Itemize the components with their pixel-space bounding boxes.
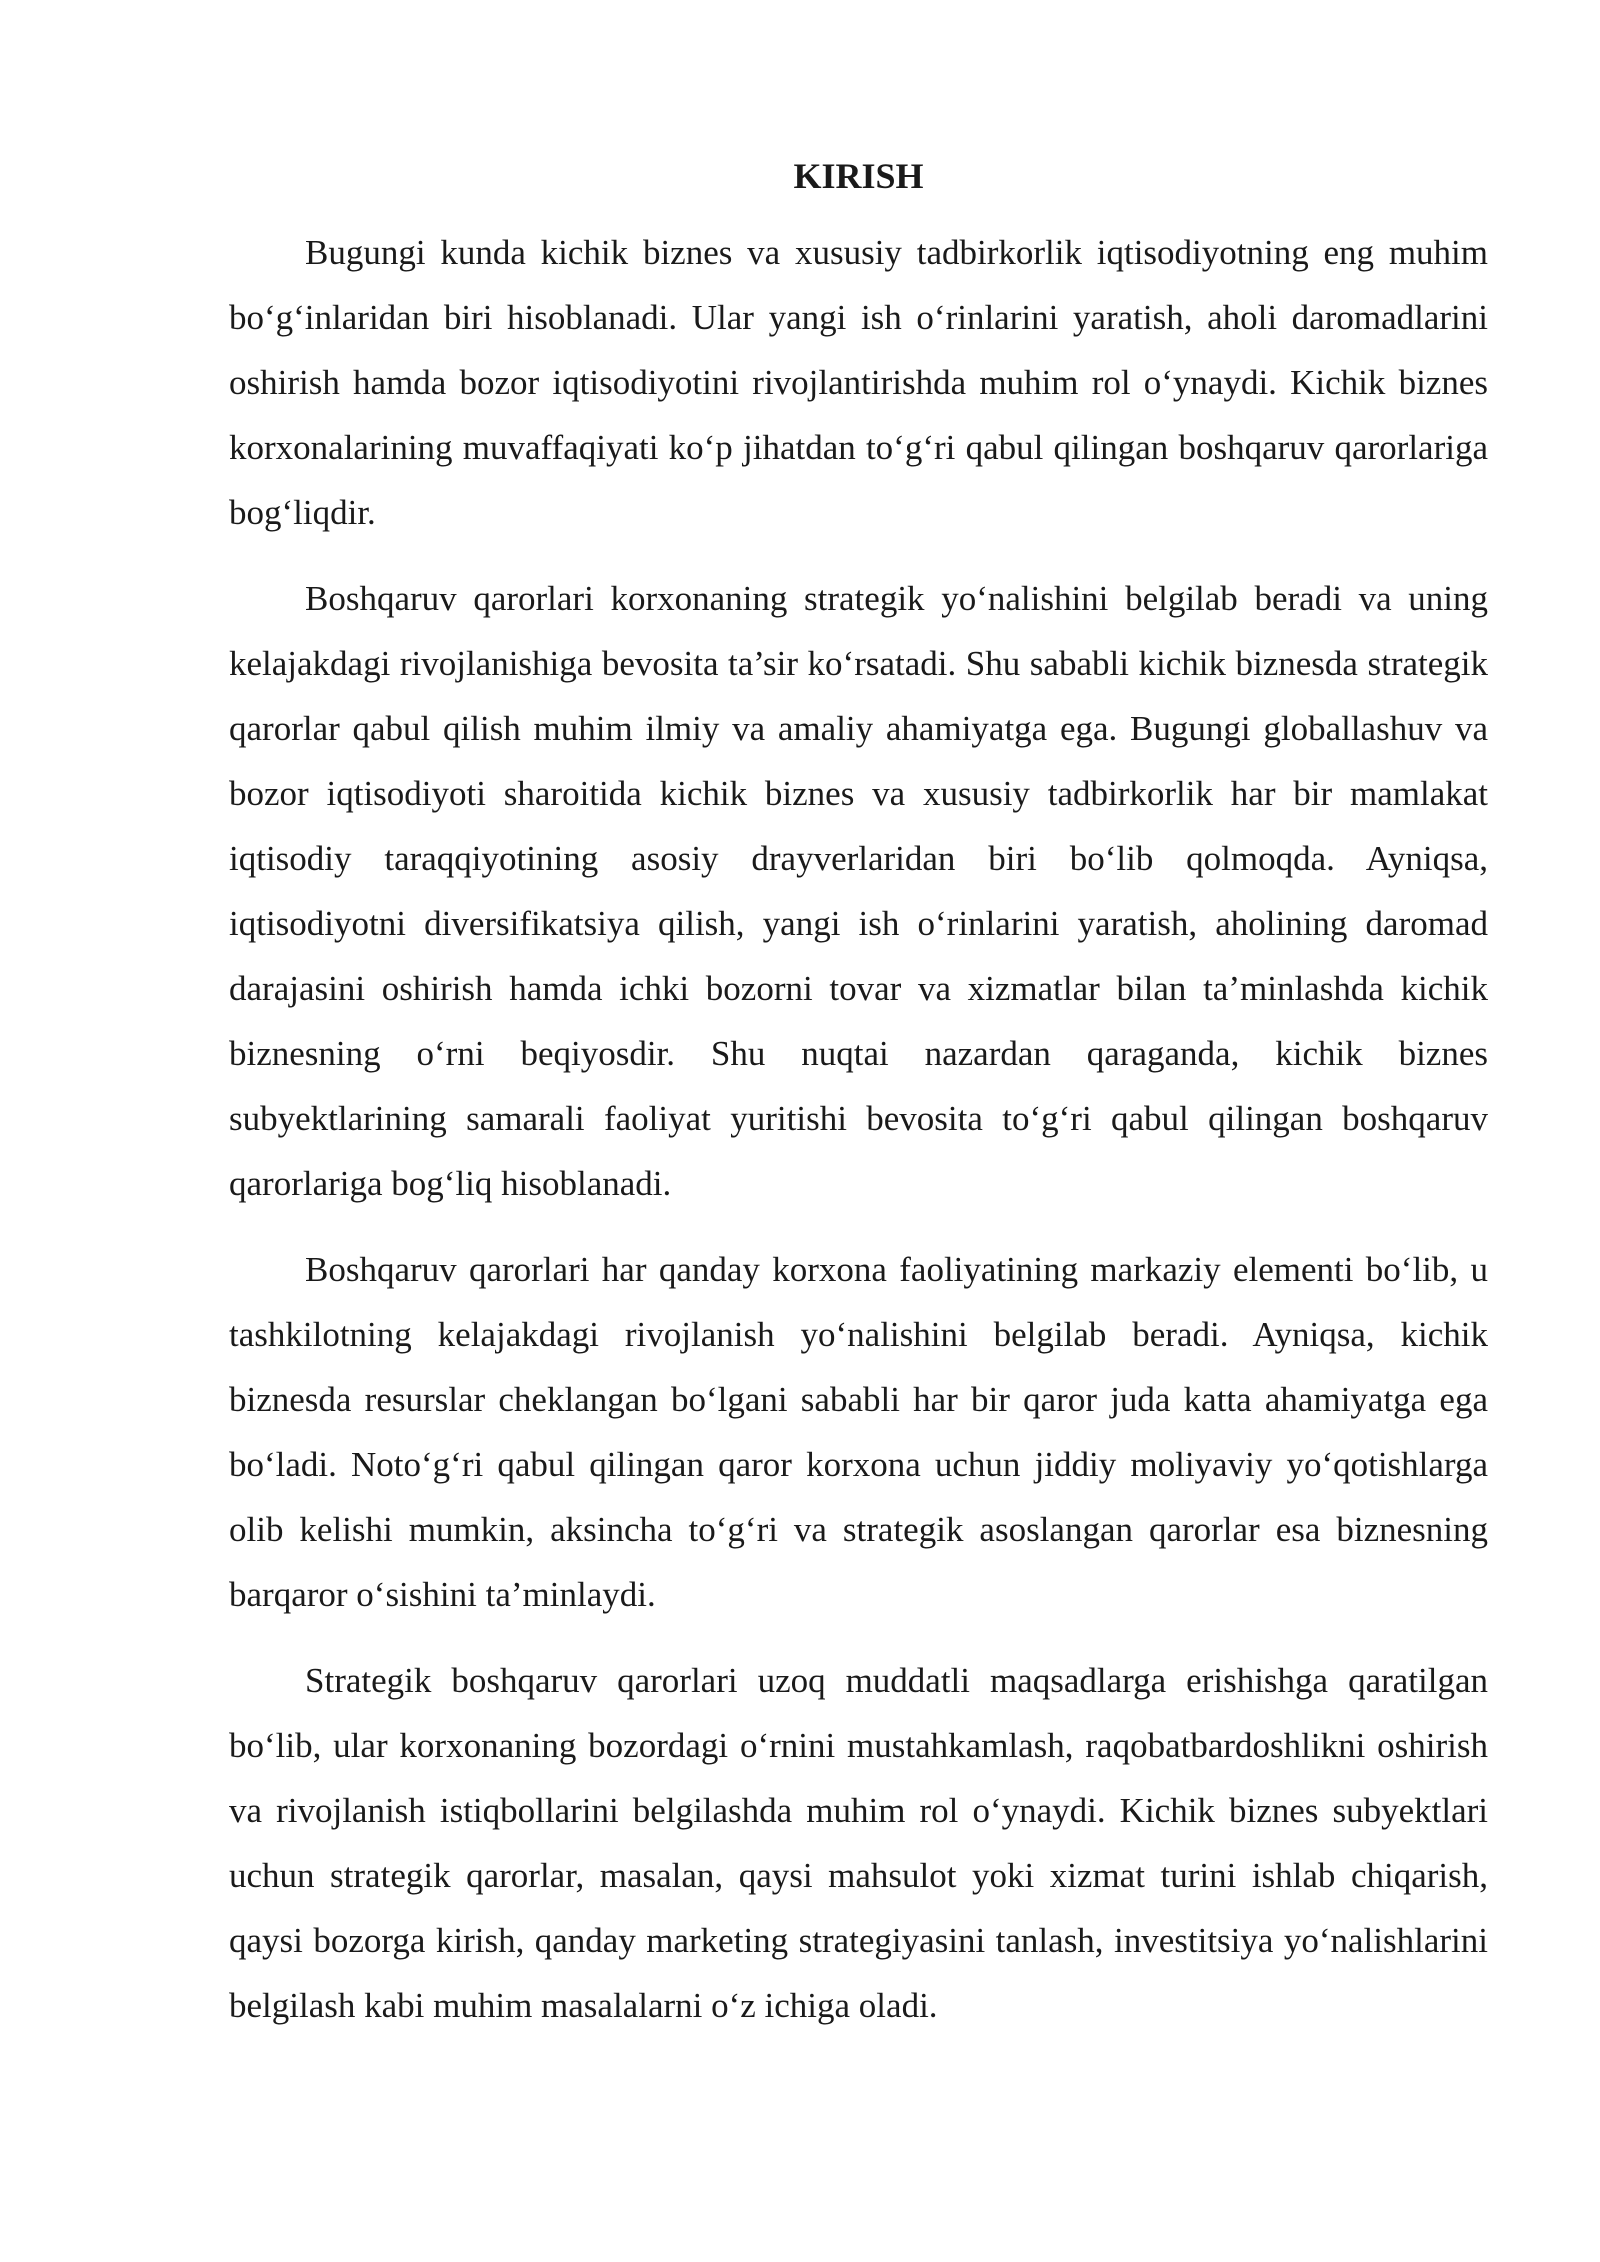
paragraph-3: Boshqaruv qarorlari har qanday korxona faoliyatining markaziy elementi bo‘lib, u tashkilotning kelajakdagi rivojlanish yo‘nalishini belgilab beradi. Ayniqsa, kichik biznesda resurslar cheklangan bo‘lgani sababli har bir qaror juda katta ahamiyatga ega bo‘ladi. Noto‘g‘ri qabul qilingan qaror korxona uchun jiddiy moliyaviy yo‘qotishlarga olib kelishi mumkin, aksincha to‘g‘ri va strategik asoslangan qarorlar esa biznesning barqaror o‘sishini ta’minlaydi. xyxy=(229,1250,1488,1614)
document-title: KIRISH xyxy=(793,156,924,196)
paragraph-4: Strategik boshqaruv qarorlari uzoq muddatli maqsadlarga erishishga qaratilgan bo‘lib, ular korxonaning bozordagi o‘rnini mustahkamlash, raqobatbardoshlikni oshirish va rivojlanish istiqbollarini belgilashda muhim rol o‘ynaydi. Kichik biznes subyektlari uchun strategik qarorlar, masalan, qaysi mahsulot yoki xizmat turini ishlab chiqarish, qaysi bozorga kirish, qanday marketing strategiyasini tanlash, investitsiya yo‘nalishlarini belgilash kabi muhim masalalarni o‘z ichiga oladi. xyxy=(229,1661,1488,2025)
paragraph-1: Bugungi kunda kichik biznes va xususiy tadbirkorlik iqtisodiyotning eng muhim bo‘g‘inlaridan biri hisoblanadi. Ular yangi ish o‘rinlarini yaratish, aholi daromadlarini oshirish hamda bozor iqtisodiyotini rivojlantirishda muhim rol o‘ynaydi. Kichik biznes korxonalarining muvaffaqiyati ko‘p jihatdan to‘g‘ri qabul qilingan boshqaruv qarorlariga bog‘liqdir. xyxy=(229,233,1488,532)
document-body xyxy=(229,148,1488,2059)
paragraph-2: Boshqaruv qarorlari korxonaning strategik yo‘nalishini belgilab beradi va uning kelajakdagi rivojlanishiga bevosita ta’sir ko‘rsatadi. Shu sababli kichik biznesda strategik qarorlar qabul qilish muhim ilmiy va amaliy ahamiyatga ega. Bugungi globallashuv va bozor iqtisodiyoti sharoitida kichik biznes va xususiy tadbirkorlik har bir mamlakat iqtisodiy taraqqiyotining asosiy drayverlaridan biri bo‘lib qolmoqda. Ayniqsa, iqtisodiyotni diversifikatsiya qilish, yangi ish o‘rinlarini yaratish, aholining daromad darajasini oshirish hamda ichki bozorni tovar va xizmatlar bilan ta’minlashda kichik biznesning o‘rni beqiyosdir. Shu nuqtai nazardan qaraganda, kichik biznes subyektlarining samarali faoliyat yuritishi bevosita to‘g‘ri qabul qilingan boshqaruv qarorlariga bog‘liq hisoblanadi. xyxy=(229,579,1488,1203)
